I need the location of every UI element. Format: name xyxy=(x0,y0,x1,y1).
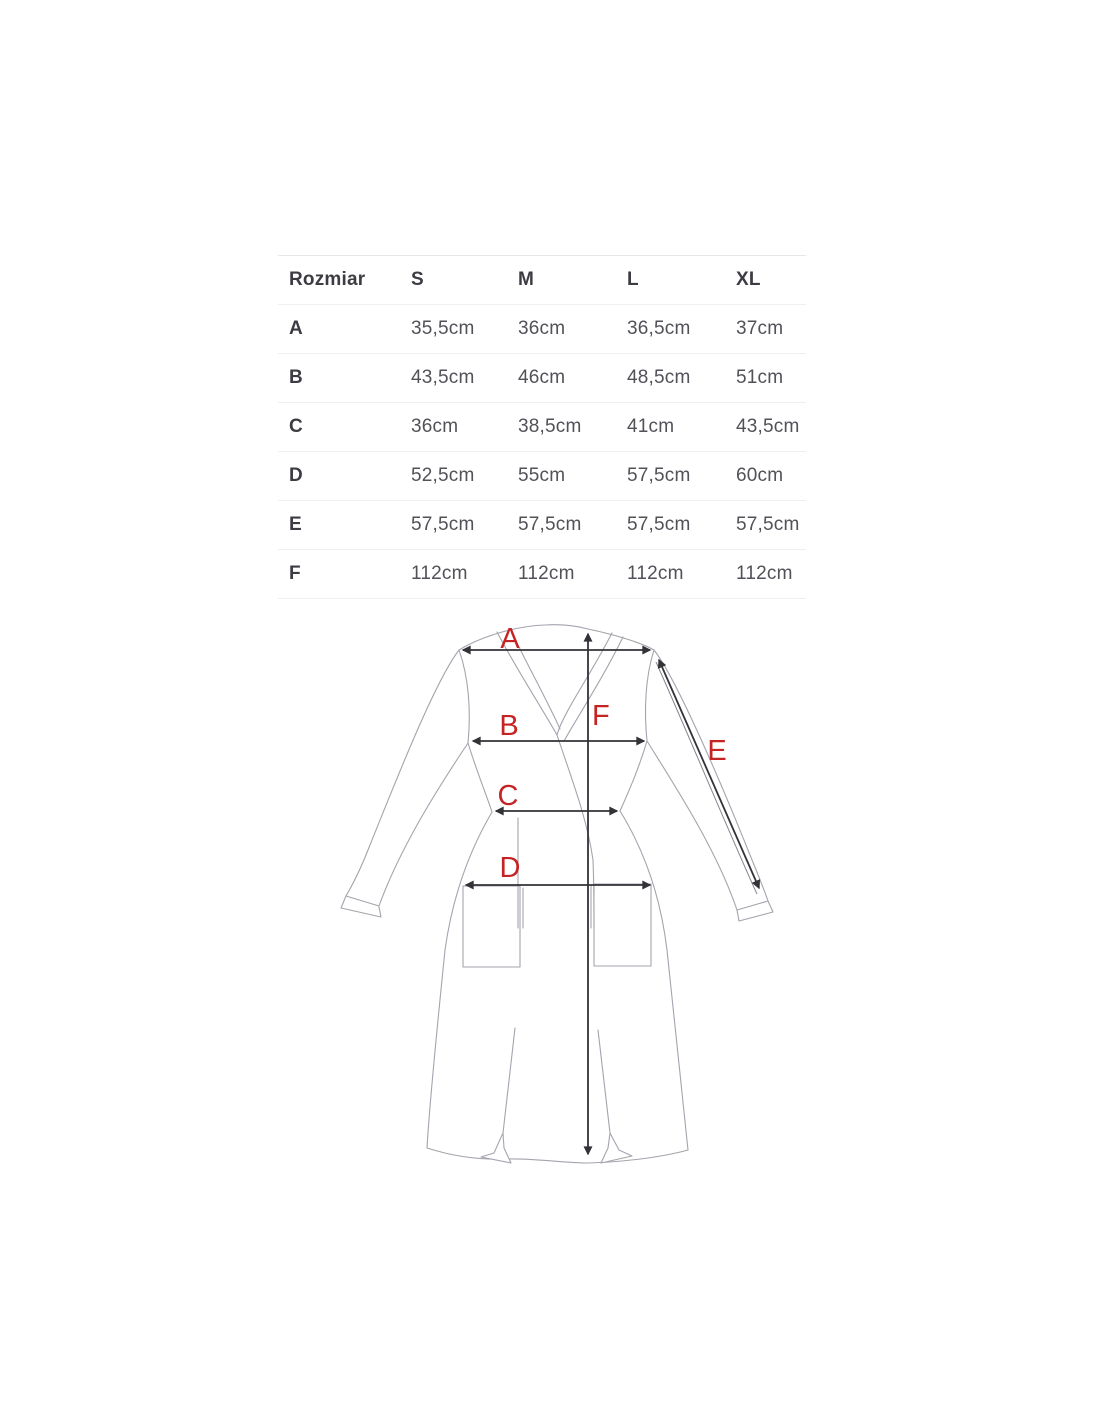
cell-value: 112cm xyxy=(518,563,575,584)
cell-value: 36,5cm xyxy=(627,318,691,339)
right-pocket xyxy=(594,884,651,966)
left-pocket xyxy=(463,886,520,967)
cell-value: 51cm xyxy=(736,367,784,388)
row-label: C xyxy=(289,416,303,437)
cell-value: 43,5cm xyxy=(736,416,800,437)
cell-value: 112cm xyxy=(411,563,468,584)
row-label: E xyxy=(289,514,302,535)
cell-value: 112cm xyxy=(736,563,793,584)
cell-value: 48,5cm xyxy=(627,367,691,388)
cell-value: 37cm xyxy=(736,318,784,339)
measure-label-a: A xyxy=(500,623,520,655)
cell-value: 36cm xyxy=(518,318,566,339)
cell-value: 57,5cm xyxy=(411,514,475,535)
cell-value: 38,5cm xyxy=(518,416,582,437)
cell-value: 35,5cm xyxy=(411,318,475,339)
arrow-e xyxy=(659,660,759,888)
column-header-s: S xyxy=(411,269,424,290)
cell-value: 57,5cm xyxy=(627,514,691,535)
measure-label-e: E xyxy=(707,735,727,767)
cell-value: 57,5cm xyxy=(736,514,800,535)
column-header-rozmiar: Rozmiar xyxy=(289,269,366,290)
row-label: F xyxy=(289,563,301,584)
measure-label-d: D xyxy=(499,852,521,884)
cell-value: 57,5cm xyxy=(518,514,582,535)
cell-value: 55cm xyxy=(518,465,566,486)
column-header-m: M xyxy=(518,269,535,290)
cell-value: 46cm xyxy=(518,367,566,388)
cell-value: 60cm xyxy=(736,465,784,486)
row-label: D xyxy=(289,465,303,486)
cell-value: 52,5cm xyxy=(411,465,475,486)
measure-label-c: C xyxy=(497,780,519,812)
row-label: A xyxy=(289,318,303,339)
cell-value: 43,5cm xyxy=(411,367,475,388)
cell-value: 41cm xyxy=(627,416,675,437)
dress-outline xyxy=(341,625,773,1163)
measurement-labels xyxy=(498,623,727,884)
row-label: B xyxy=(289,367,303,388)
column-header-xl: XL xyxy=(736,269,761,290)
measure-label-b: B xyxy=(499,710,519,742)
cell-value: 36cm xyxy=(411,416,459,437)
column-header-l: L xyxy=(627,269,639,290)
cell-value: 112cm xyxy=(627,563,684,584)
cell-value: 57,5cm xyxy=(627,465,691,486)
measure-label-f: F xyxy=(592,700,610,732)
